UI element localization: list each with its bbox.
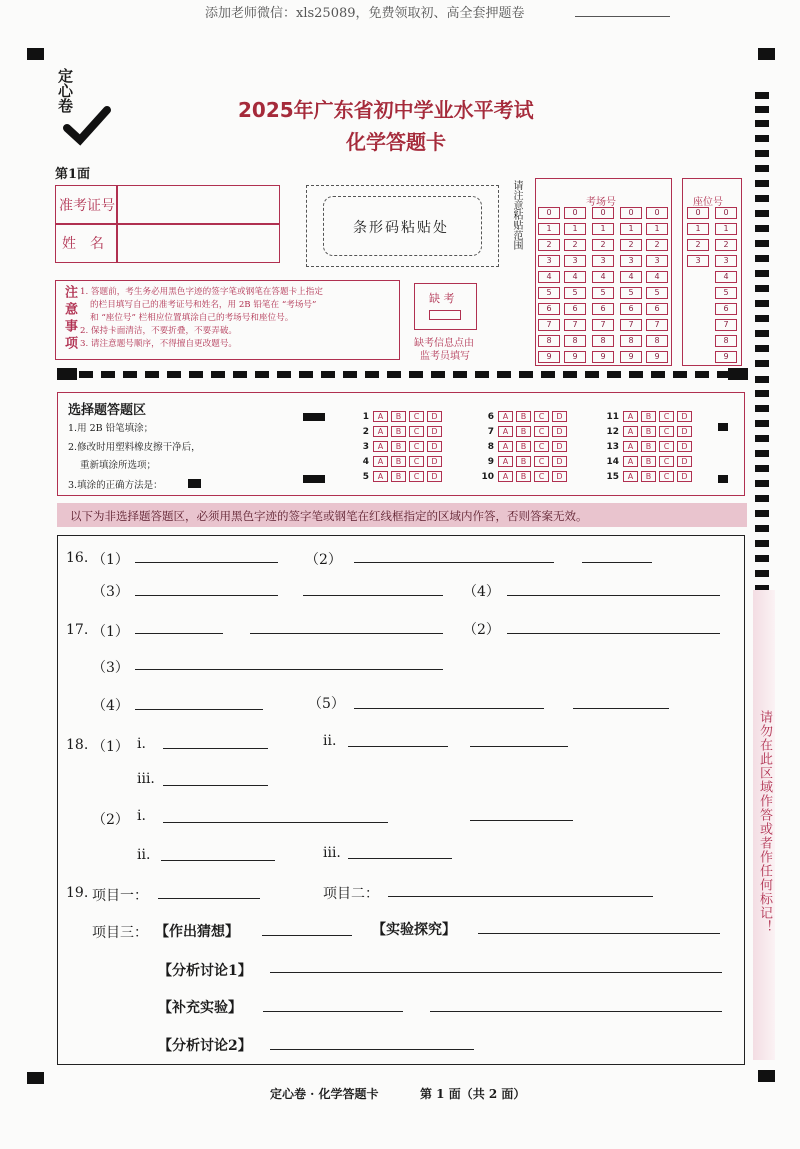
mc-question-number: 3 [362, 441, 369, 452]
mc-question-number: 7 [487, 426, 494, 437]
mc-option-bubble[interactable]: C [409, 426, 424, 437]
timing-mark [755, 255, 769, 262]
q16-part2: （2） [305, 552, 342, 568]
digit-bubble[interactable]: 6 [715, 303, 737, 315]
mc-question-number: 10 [481, 471, 494, 482]
mc-option-bubble[interactable]: C [534, 456, 549, 467]
digit-bubble[interactable]: 0 [538, 207, 560, 219]
digit-bubble[interactable]: 0 [620, 207, 642, 219]
side-warning: 请勿在此区域作答或者作任何标记！ [757, 710, 772, 934]
mc-option-bubble[interactable]: D [552, 471, 567, 482]
mc-title: 选择题答题区 [68, 403, 147, 418]
digit-bubble[interactable]: 9 [538, 351, 560, 363]
timing-mark [755, 135, 769, 142]
digit-bubble[interactable]: 6 [620, 303, 642, 315]
timing-mark [755, 225, 769, 232]
q18-part1: （1） [92, 739, 129, 755]
q18-2-iii: ⅲ. [323, 845, 341, 861]
mc-option-bubble[interactable]: A [498, 456, 513, 467]
q16-part3: （3） [92, 584, 129, 600]
project3-label: 项目三： [92, 925, 148, 941]
mc-option-bubble[interactable]: A [498, 411, 513, 422]
answer-line[interactable] [478, 933, 720, 934]
timing-mark [755, 450, 769, 457]
absent-note-1: 缺考信息点由 [414, 338, 474, 349]
digit-bubble[interactable]: 5 [620, 287, 642, 299]
mc-rule: 2.修改时用塑料橡皮擦干净后， [68, 442, 201, 453]
q17-part4: （4） [92, 698, 129, 714]
q17-part5: （5） [308, 696, 345, 712]
digit-bubble[interactable]: 2 [646, 239, 668, 251]
corner-mark [27, 1072, 44, 1084]
digit-bubble[interactable]: 8 [564, 335, 586, 347]
watermark: 添加老师微信：xls25089，免费领取初、高全套押题卷 [205, 6, 525, 21]
discuss1-label: 【分析讨论1】 [158, 963, 252, 979]
logo [55, 68, 110, 163]
mc-question-number: 6 [487, 411, 494, 422]
timing-mark [755, 420, 769, 427]
mc-question-row [353, 441, 445, 452]
digit-bubble[interactable]: 3 [564, 255, 586, 267]
mc-option-bubble[interactable]: D [427, 471, 442, 482]
answer-line[interactable] [135, 562, 278, 563]
footer-right: 第 1 面（共 2 面） [420, 1087, 526, 1101]
timing-mark [755, 330, 769, 337]
answer-area [57, 535, 745, 1065]
timing-mark [755, 525, 769, 532]
mc-option-bubble[interactable]: A [373, 411, 388, 422]
absent-label: 缺 考 [429, 292, 455, 305]
timing-mark [755, 270, 769, 277]
id-field[interactable] [118, 186, 278, 222]
mc-option-bubble[interactable]: B [516, 411, 531, 422]
digit-bubble[interactable]: 1 [620, 223, 642, 235]
answer-line[interactable] [250, 633, 443, 634]
digit-bubble[interactable]: 7 [538, 319, 560, 331]
banner [57, 503, 747, 527]
mc-option-bubble[interactable]: B [516, 441, 531, 452]
mc-option-bubble[interactable]: C [659, 471, 674, 482]
mc-question-row [603, 456, 695, 467]
digit-bubble[interactable]: 3 [592, 255, 614, 267]
q18-2-i: ⅰ. [137, 808, 146, 824]
digit-bubble[interactable]: 3 [620, 255, 642, 267]
q18-2-ii: ⅱ. [137, 847, 151, 863]
digit-bubble[interactable]: 5 [646, 287, 668, 299]
digit-bubble[interactable]: 6 [592, 303, 614, 315]
footer-left: 定心卷 · 化学答题卡 [270, 1087, 379, 1101]
title-line1: 2025年广东省初中学业水平考试 [238, 98, 534, 122]
mc-question-row [478, 471, 570, 482]
answer-line[interactable] [354, 708, 544, 709]
corner-mark [27, 48, 44, 60]
checkmark-icon [63, 106, 111, 146]
mc-option-bubble[interactable]: C [409, 441, 424, 452]
discuss2-label: 【分析讨论2】 [158, 1038, 252, 1054]
digit-bubble[interactable]: 1 [715, 223, 737, 235]
digit-bubble[interactable]: 9 [715, 351, 737, 363]
mc-question-number: 5 [362, 471, 369, 482]
mc-option-bubble[interactable]: A [373, 471, 388, 482]
digit-bubble[interactable]: 5 [538, 287, 560, 299]
logo-text: 定心卷 [56, 68, 74, 113]
timing-mark [755, 210, 769, 217]
mc-option-bubble[interactable]: A [623, 411, 638, 422]
timing-mark [755, 555, 769, 562]
notice-item: 3. 请注意题号顺序，不得擅自更改题号。 [80, 339, 238, 349]
digit-bubble[interactable]: 7 [620, 319, 642, 331]
mc-question-row [353, 471, 445, 482]
digit-bubble[interactable]: 5 [564, 287, 586, 299]
mc-option-bubble[interactable]: A [498, 471, 513, 482]
timing-mark [755, 510, 769, 517]
mc-option-bubble[interactable]: A [373, 426, 388, 437]
mc-option-bubble[interactable]: B [516, 426, 531, 437]
mc-question-number: 2 [362, 426, 369, 437]
mc-option-bubble[interactable]: A [498, 441, 513, 452]
digit-bubble[interactable]: 3 [538, 255, 560, 267]
explore-label: 【实验探究】 [372, 922, 456, 938]
mc-option-bubble[interactable]: D [677, 411, 692, 422]
project2-label: 项目二： [323, 886, 379, 902]
notice-list [80, 286, 323, 351]
q18-1-ii: ⅱ. [323, 733, 337, 749]
digit-bubble[interactable]: 1 [592, 223, 614, 235]
mc-question-row [603, 471, 695, 482]
corner-mark [758, 1070, 775, 1082]
mc-question-number: 4 [362, 456, 369, 467]
digit-bubble[interactable]: 2 [564, 239, 586, 251]
digit-bubble[interactable]: 0 [687, 207, 709, 219]
barcode-area [306, 185, 499, 267]
mc-area [57, 392, 745, 496]
digit-bubble[interactable]: 4 [564, 271, 586, 283]
absent-note-2: 监考员填写 [420, 351, 470, 362]
mc-question-number: 12 [606, 426, 619, 437]
mc-option-bubble[interactable]: B [391, 441, 406, 452]
digit-bubble[interactable]: 1 [687, 223, 709, 235]
separator [57, 371, 747, 378]
mc-option-bubble[interactable]: B [516, 471, 531, 482]
mc-option-bubble[interactable]: A [373, 456, 388, 467]
timing-mark [755, 360, 769, 367]
mc-option-bubble[interactable]: A [498, 426, 513, 437]
mc-option-bubble[interactable]: A [623, 441, 638, 452]
mc-option-bubble[interactable]: B [391, 426, 406, 437]
answer-line[interactable] [507, 633, 720, 634]
answer-line[interactable] [354, 562, 554, 563]
digit-bubble[interactable]: 8 [715, 335, 737, 347]
timing-mark [755, 240, 769, 247]
mc-option-bubble[interactable]: B [516, 456, 531, 467]
q18-1-i: ⅰ. [137, 736, 146, 752]
mc-question-row [603, 426, 695, 437]
mc-option-bubble[interactable]: A [623, 471, 638, 482]
mc-question-row [353, 456, 445, 467]
timing-mark [755, 165, 769, 172]
digit-bubble[interactable]: 2 [715, 239, 737, 251]
mc-option-bubble[interactable]: B [641, 456, 656, 467]
answer-line[interactable] [348, 746, 448, 747]
mc-option-bubble[interactable]: D [552, 426, 567, 437]
timing-mark [755, 180, 769, 187]
mc-rule: 重新填涂所选项； [80, 460, 157, 471]
mc-question-row [353, 426, 445, 437]
digit-bubble[interactable]: 2 [592, 239, 614, 251]
answer-line[interactable] [135, 595, 278, 596]
seat-label: 座位号 [693, 197, 723, 208]
name-field[interactable] [118, 225, 278, 262]
mc-option-bubble[interactable]: D [427, 411, 442, 422]
project1-label: 项目一： [92, 888, 148, 904]
digit-bubble[interactable]: 8 [538, 335, 560, 347]
mc-option-bubble[interactable]: B [641, 441, 656, 452]
exam-room-grid[interactable] [535, 178, 672, 366]
digit-bubble[interactable]: 7 [592, 319, 614, 331]
q17-part3: （3） [92, 660, 129, 676]
digit-bubble[interactable]: 8 [620, 335, 642, 347]
banner-text: 以下为非选择题答题区，必须用黑色字迹的签字笔或钢笔在红线框指定的区域内作答，否则答案无效。 [70, 509, 588, 523]
timing-mark [755, 300, 769, 307]
mc-option-bubble[interactable]: B [391, 411, 406, 422]
digit-bubble[interactable]: 0 [592, 207, 614, 219]
guess-label: 【作出猜想】 [155, 924, 239, 940]
name-label: 姓 名 [62, 236, 104, 252]
timing-mark [755, 480, 769, 487]
mc-option-bubble[interactable]: D [427, 426, 442, 437]
q19-label: 19. [66, 885, 89, 901]
mc-option-bubble[interactable]: B [641, 471, 656, 482]
mc-option-bubble[interactable]: A [623, 456, 638, 467]
digit-bubble[interactable]: 4 [646, 271, 668, 283]
digit-bubble[interactable]: 8 [592, 335, 614, 347]
mc-option-bubble[interactable]: D [427, 456, 442, 467]
mc-option-bubble[interactable]: D [552, 441, 567, 452]
notice-item: 和 “座位号” 栏相应位置填涂自己的考场号和座位号。 [90, 313, 294, 323]
digit-bubble[interactable]: 9 [592, 351, 614, 363]
q18-part2: （2） [92, 812, 129, 828]
digit-bubble[interactable]: 4 [538, 271, 560, 283]
mc-option-bubble[interactable]: D [427, 441, 442, 452]
answer-line[interactable] [470, 746, 568, 747]
timing-mark [755, 495, 769, 502]
mc-option-bubble[interactable]: B [641, 426, 656, 437]
mc-question-number: 9 [487, 456, 494, 467]
digit-bubble[interactable]: 3 [715, 255, 737, 267]
mc-option-bubble[interactable]: C [534, 411, 549, 422]
answer-line[interactable] [573, 708, 669, 709]
mc-option-bubble[interactable]: C [659, 456, 674, 467]
digit-bubble[interactable]: 9 [620, 351, 642, 363]
mc-question-row [478, 426, 570, 437]
digit-bubble[interactable]: 3 [646, 255, 668, 267]
mc-option-bubble[interactable]: C [409, 471, 424, 482]
mc-option-bubble[interactable]: B [391, 471, 406, 482]
mc-question-number: 1 [362, 411, 369, 422]
digit-bubble[interactable]: 1 [564, 223, 586, 235]
digit-bubble[interactable]: 4 [592, 271, 614, 283]
notice-item: 的栏目填写自己的准考证号和姓名，用 2B 铅笔在 “考场号” [90, 300, 317, 310]
barcode-label: 条形码粘贴处 [353, 220, 449, 236]
answer-line[interactable] [163, 822, 388, 823]
mc-option-bubble[interactable]: D [552, 456, 567, 467]
timing-mark [755, 570, 769, 577]
mc-question-row [603, 441, 695, 452]
mc-option-bubble[interactable]: D [677, 471, 692, 482]
timing-mark [755, 376, 769, 383]
answer-line[interactable] [582, 562, 652, 563]
timing-mark [755, 285, 769, 292]
mc-option-bubble[interactable]: A [373, 441, 388, 452]
digit-bubble[interactable]: 5 [715, 287, 737, 299]
mc-question-row [478, 456, 570, 467]
digit-bubble[interactable]: 3 [687, 255, 709, 267]
digit-bubble[interactable]: 1 [538, 223, 560, 235]
id-label: 准考证号 [59, 198, 115, 214]
mc-option-bubble[interactable]: D [677, 426, 692, 437]
q16-label: 16. [66, 550, 89, 566]
digit-bubble[interactable]: 8 [646, 335, 668, 347]
answer-line[interactable] [303, 595, 443, 596]
timing-mark [755, 345, 769, 352]
answer-line[interactable] [270, 1049, 474, 1050]
timing-mark [755, 150, 769, 157]
q17-part2: （2） [463, 622, 500, 638]
q16-part4: （4） [463, 584, 500, 600]
answer-line[interactable] [470, 820, 573, 821]
mc-question-number: 8 [487, 441, 494, 452]
mc-question-number: 13 [606, 441, 619, 452]
mc-question-row [478, 441, 570, 452]
notice-box [55, 280, 400, 360]
mc-question-number: 11 [606, 411, 619, 422]
answer-line[interactable] [507, 595, 720, 596]
answer-line[interactable] [135, 633, 223, 634]
corner-mark [758, 48, 775, 60]
digit-bubble[interactable]: 2 [620, 239, 642, 251]
mc-option-bubble[interactable]: D [677, 456, 692, 467]
digit-bubble[interactable]: 9 [646, 351, 668, 363]
mc-option-bubble[interactable]: C [659, 441, 674, 452]
timing-mark [755, 315, 769, 322]
q16-part1: （1） [92, 552, 129, 568]
mc-rule: 1.用 2B 铅笔填涂； [68, 423, 154, 434]
mc-option-bubble[interactable]: B [391, 456, 406, 467]
mc-option-bubble[interactable]: C [659, 411, 674, 422]
answer-line[interactable] [135, 709, 263, 710]
timing-mark [755, 106, 769, 113]
mc-question-number: 15 [606, 471, 619, 482]
timing-mark [755, 390, 769, 397]
id-name-box [55, 185, 280, 263]
digit-bubble[interactable]: 6 [564, 303, 586, 315]
notice-item: 2. 保持卡面清洁，不要折叠，不要弄破。 [80, 326, 238, 336]
mc-option-bubble[interactable]: C [534, 426, 549, 437]
mc-option-bubble[interactable]: B [641, 411, 656, 422]
answer-line[interactable] [135, 669, 443, 670]
mc-option-bubble[interactable]: C [409, 411, 424, 422]
answer-line[interactable] [263, 1011, 403, 1012]
answer-line[interactable] [388, 896, 653, 897]
title-line2: 化学答题卡 [346, 130, 446, 154]
digit-bubble[interactable]: 9 [564, 351, 586, 363]
mc-rule: 3.填涂的正确方法是： [68, 480, 163, 491]
digit-bubble[interactable]: 7 [564, 319, 586, 331]
answer-line[interactable] [161, 860, 275, 861]
mc-option-bubble[interactable]: C [659, 426, 674, 437]
absent-box[interactable] [414, 283, 477, 330]
supplement-label: 【补充实验】 [158, 1000, 242, 1016]
mc-question-row [603, 411, 695, 422]
notice-item: 1. 答题前，考生务必用黑色字迹的签字笔或钢笔在答题卡上指定 [80, 287, 323, 297]
seat-grid[interactable] [682, 178, 742, 366]
digit-bubble[interactable]: 0 [715, 207, 737, 219]
digit-bubble[interactable]: 6 [646, 303, 668, 315]
digit-bubble[interactable]: 2 [687, 239, 709, 251]
timing-mark [755, 405, 769, 412]
page-side: 第1面 [55, 167, 91, 182]
answer-line[interactable] [158, 898, 260, 899]
digit-bubble[interactable]: 2 [538, 239, 560, 251]
mc-option-bubble[interactable]: A [623, 426, 638, 437]
timing-mark [755, 195, 769, 202]
mc-option-bubble[interactable]: C [534, 441, 549, 452]
mc-option-bubble[interactable]: C [409, 456, 424, 467]
digit-bubble[interactable]: 7 [646, 319, 668, 331]
digit-bubble[interactable]: 7 [715, 319, 737, 331]
timing-mark [755, 435, 769, 442]
q18-1-iii: ⅲ. [137, 771, 155, 787]
notice-heading: 注意事项 [62, 285, 77, 353]
answer-line[interactable] [348, 858, 452, 859]
answer-line[interactable] [430, 1011, 722, 1012]
exam-room-label: 考场号 [586, 197, 616, 208]
mc-question-row [353, 411, 445, 422]
digit-bubble[interactable]: 0 [646, 207, 668, 219]
digit-bubble[interactable]: 5 [592, 287, 614, 299]
digit-bubble[interactable]: 4 [620, 271, 642, 283]
watermark-underline [575, 16, 670, 17]
mc-option-bubble[interactable]: D [677, 441, 692, 452]
q18-label: 18. [66, 737, 89, 753]
mc-option-bubble[interactable]: C [534, 471, 549, 482]
mc-question-number: 14 [606, 456, 619, 467]
answer-line[interactable] [270, 972, 722, 973]
q17-label: 17. [66, 622, 89, 638]
barcode-note: 请注意粘贴范围 [511, 180, 522, 250]
answer-line[interactable] [163, 785, 268, 786]
timing-mark [755, 540, 769, 547]
mc-question-row [478, 411, 570, 422]
digit-bubble[interactable]: 1 [646, 223, 668, 235]
digit-bubble[interactable]: 4 [715, 271, 737, 283]
digit-bubble[interactable]: 0 [564, 207, 586, 219]
answer-line[interactable] [163, 748, 268, 749]
timing-mark [755, 465, 769, 472]
answer-line[interactable] [262, 935, 352, 936]
timing-mark [755, 120, 769, 127]
mc-option-bubble[interactable]: D [552, 411, 567, 422]
q17-part1: （1） [92, 624, 129, 640]
digit-bubble[interactable]: 6 [538, 303, 560, 315]
timing-mark [755, 92, 769, 99]
